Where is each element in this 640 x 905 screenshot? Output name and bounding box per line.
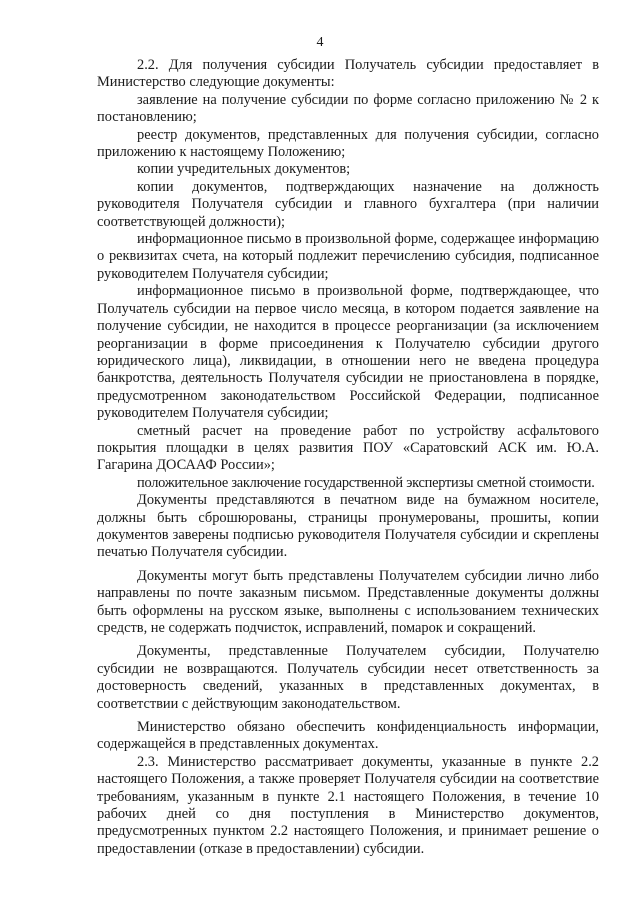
- paragraph-founding-docs: копии учредительных документов;: [137, 161, 351, 178]
- paragraph-2-2-intro: 2.2. Для получения субсидии Получатель субсидии предоставляет в Министерство следующие документы:: [97, 57, 599, 91]
- paragraph-print-format: Документы представляются в печатном виде на бумажном носителе, должны быть сброшюрованы, страницы пронумерованы, прошиты, копии документов заверены подписью руководителя Получателя субсидии и скреплены печатью Получателя субсидии.: [97, 492, 599, 561]
- paragraph-status-letter: информационное письмо в произвольной форме, подтверждающее, что Получатель субсидии на первое число месяца, в котором подается заявление на получение субсидии, не находится в процессе реорганизации (за исключением реорганизации в форме присоединения к Получателю субсидии другого юридического лица), ликвидации, в отношении него не введена процедура банкротства, деятельность Получателя субсидии не приостановлена в порядке, предусмотренном законодательством Российской Федерации, подписанное руководителем Получателя субсидии;: [97, 283, 599, 422]
- paragraph-expertise: положительное заключение государственной экспертизы сметной стоимости.: [137, 474, 595, 491]
- paragraph-no-return: Документы, представленные Получателем субсидии, Получателю субсидии не возвращаются. Получатель субсидии несет ответственность за достоверность сведений, указанных в представленных документах, в соответствии с действующим законодательством.: [97, 643, 599, 712]
- paragraph-confidentiality: Министерство обязано обеспечить конфиденциальность информации, содержащейся в представленных документах.: [97, 719, 599, 753]
- paragraph-estimate: сметный расчет на проведение работ по устройству асфальтового покрытия площадки в целях развития ПОУ «Саратовский АСК им. Ю.А. Гагарина ДОСААФ России»;: [97, 422, 599, 474]
- paragraph-application: заявление на получение субсидии по форме согласно приложению № 2 к постановлению;: [97, 91, 599, 126]
- page-number: 4: [316, 35, 324, 50]
- paragraph-delivery: Документы могут быть представлены Получателем субсидии лично либо направлены по почте заказным письмом. Представленные документы должны быть оформлены на русском языке, выполнены с использованием технических средств, не содержать подчисток, исправлений, помарок и сокращений.: [97, 567, 599, 636]
- paragraph-account-letter: информационное письмо в произвольной форме, содержащее информацию о реквизитах счета, на который подлежит перечислению субсидия, подписанное руководителем Получателя субсидии;: [97, 231, 599, 282]
- document-body: [97, 57, 599, 858]
- paragraph-appointment-docs: копии документов, подтверждающих назначение на должность руководителя Получателя субсидии и главного бухгалтера (при наличии соответствующей должности);: [97, 178, 599, 230]
- paragraph-registry: реестр документов, представленных для получения субсидии, согласно приложению к настоящему Положению;: [97, 126, 599, 161]
- paragraph-2-3: 2.3. Министерство рассматривает документы, указанные в пункте 2.2 настоящего Положения, а также проверяет Получателя субсидии на соответствие требованиям, указанным в пункте 2.1 настоящего Положения, в течение 10 рабочих дней со дня поступления в Министерство документов, предусмотренных пунктом 2.2 настоящего Положения, и принимает решение о предоставлении (отказе в предоставлении) субсидии.: [97, 753, 599, 857]
